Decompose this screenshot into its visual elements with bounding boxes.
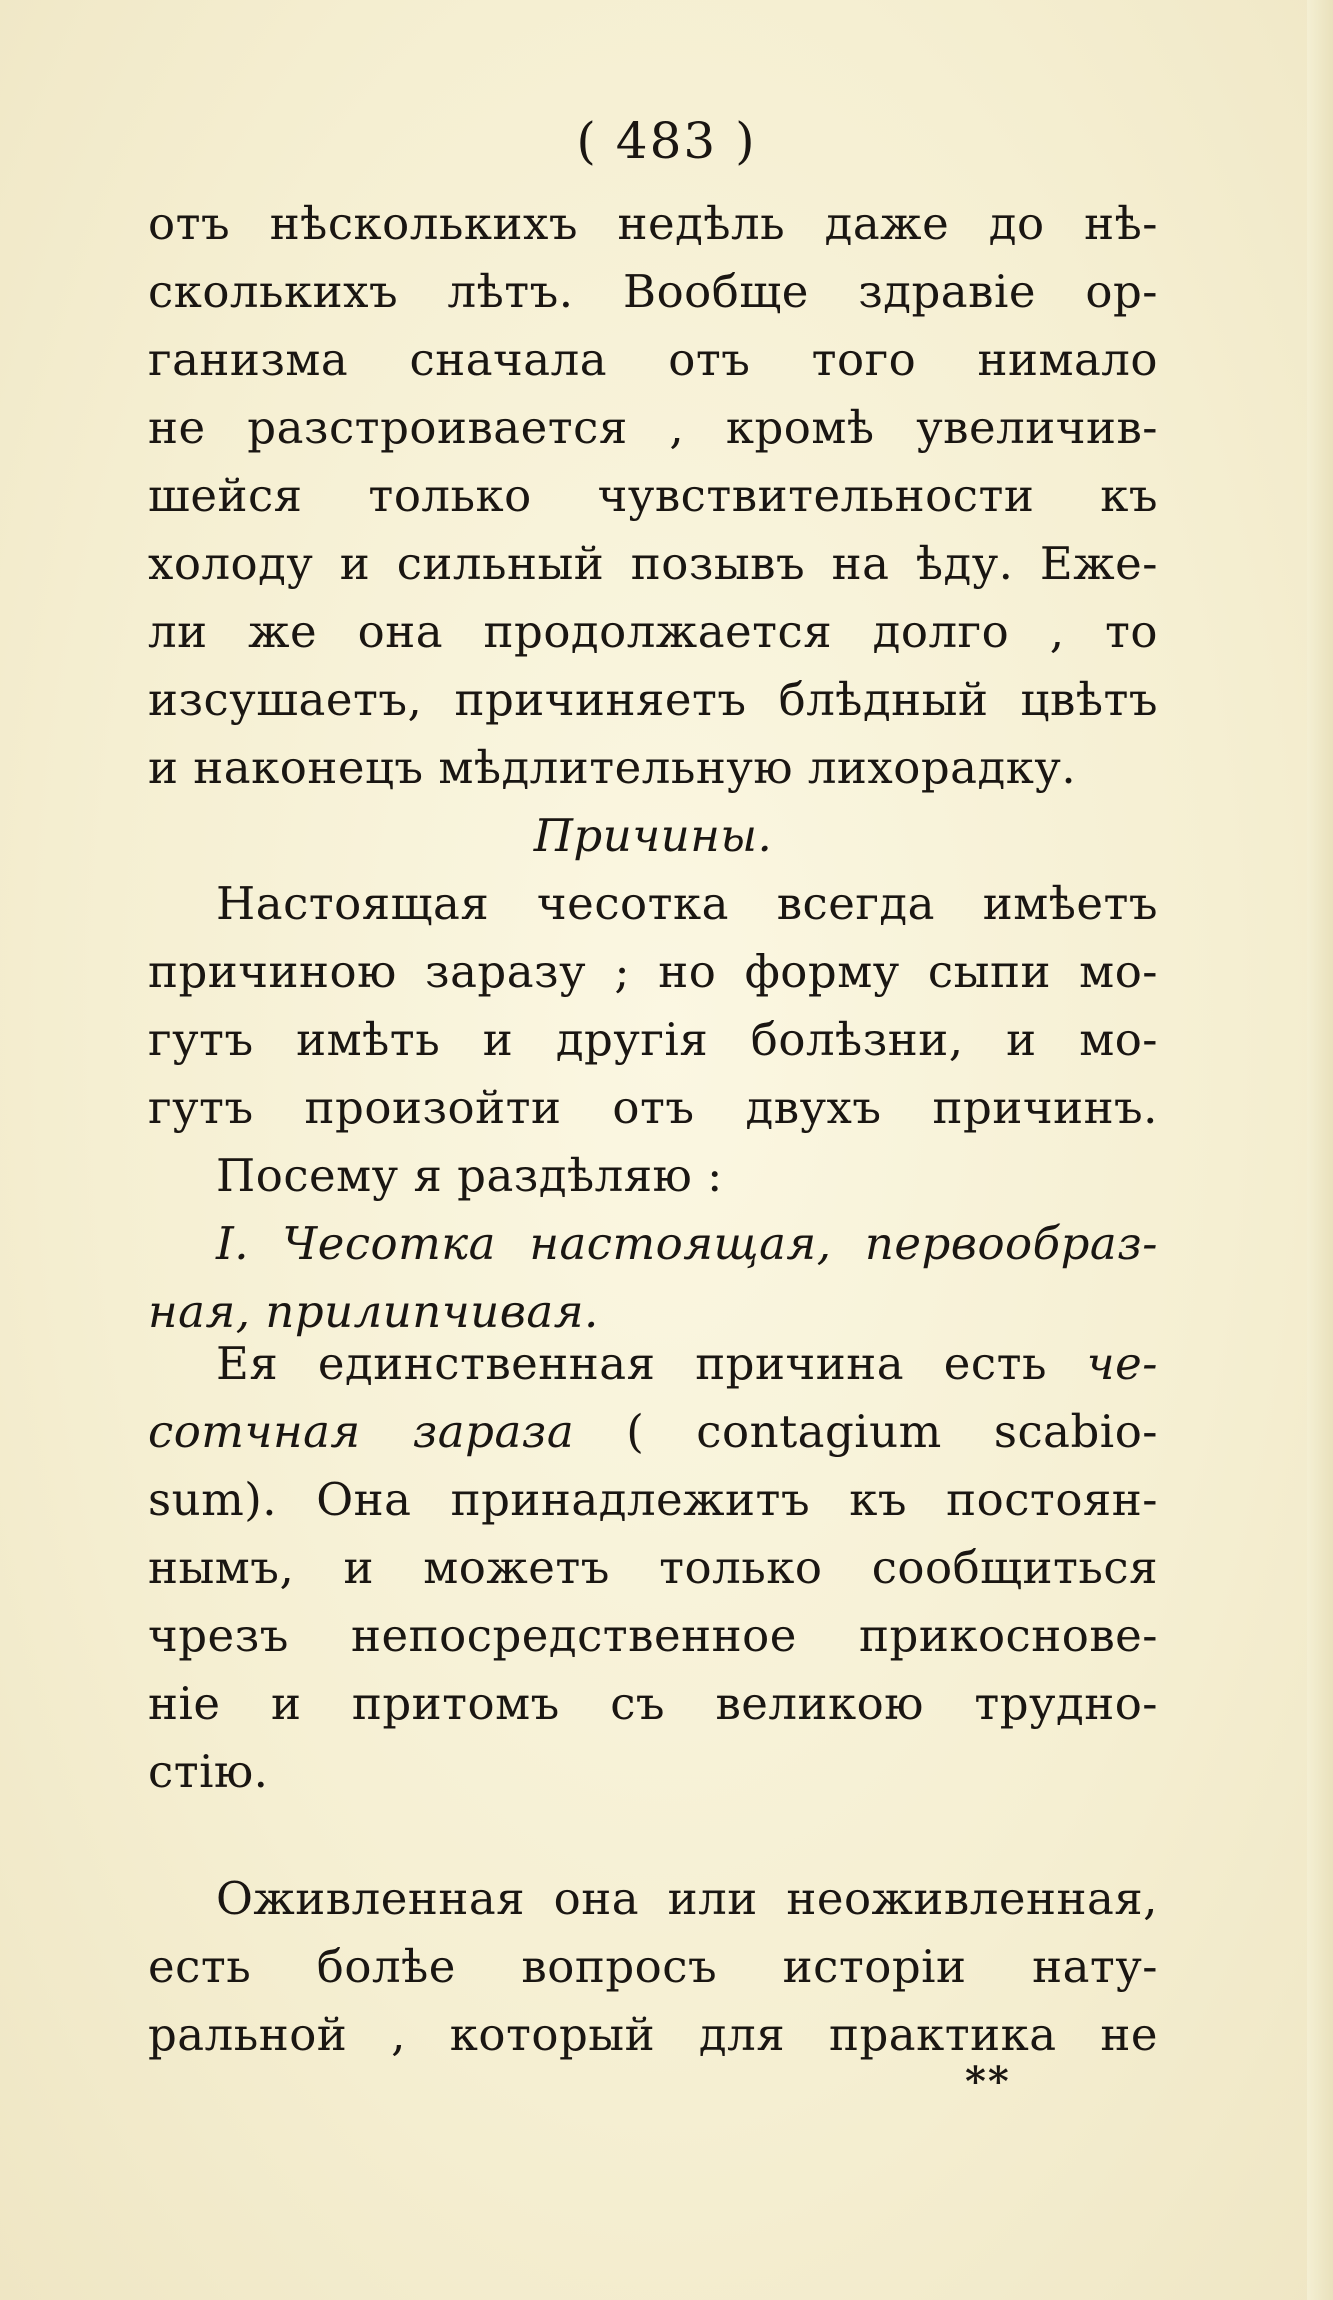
signature-mark: ** [965,2058,1011,2105]
text-line: ли же она продолжается долго , то [148,605,1158,658]
text-line: есть болѣе вопросъ исторіи нату- [148,1940,1158,1993]
paragraph-nature [148,1865,1158,2069]
italic-term: че- [1086,1337,1158,1390]
text-line: стію. [148,1745,269,1798]
text-line: Посему я раздѣляю : [216,1149,723,1202]
text-line: ніе и притомъ съ великою трудно- [148,1677,1158,1730]
text-line: причиною заразу ; но форму сыпи мо- [148,945,1158,998]
page-edge [1307,0,1333,2300]
text-line: не разстроивается , кромѣ увеличив- [148,401,1158,454]
text-line: гутъ произойти отъ двухъ причинъ. [148,1081,1158,1134]
section-heading: Причины. [533,809,773,862]
text-line: Настоящая чесотка всегда имѣетъ [216,877,1158,930]
text-line: нымъ, и можетъ только сообщиться [148,1541,1158,1594]
text-line: чрезъ непосредственное прикоснове- [148,1609,1158,1662]
text-line: гутъ имѣть и другія болѣзни, и мо- [148,1013,1158,1066]
subsection-heading-line: ная, прилипчивая. [148,1285,599,1338]
paragraph-contagion [148,1330,1158,1806]
paragraph-causes [148,870,1158,1346]
text-run: ( contagium scabio- [574,1405,1158,1458]
text-line [148,1398,1158,1466]
italic-term: сотчная зараза [148,1405,575,1458]
text-line: холоду и сильный позывъ на ѣду. Еже- [148,537,1158,590]
text-line: сколькихъ лѣтъ. Вообще здравіе ор- [148,265,1158,318]
text-line: sum). Она принадлежитъ къ постоян- [148,1473,1158,1526]
text-line: шейся только чувствительности къ [148,469,1158,522]
text-line: отъ нѣсколькихъ недѣль даже до нѣ- [148,197,1158,250]
text-line: Оживленная она или неоживленная, [216,1872,1158,1925]
subsection-heading-line: I. Чесотка настоящая, первообраз- [216,1217,1158,1270]
text-line: ганизма сначала отъ того нимало [148,333,1158,386]
paragraph-continuation [148,190,1158,870]
text-line: ральной , который для практика не [148,2008,1158,2061]
text-line [148,1330,1158,1398]
text-line: и наконецъ мѣдлительную лихорадку. [148,741,1077,794]
text-run: Ея единственная причина есть [216,1337,1087,1390]
page-number: ( 483 ) [576,112,757,170]
text-line: изсушаетъ, причиняетъ блѣдный цвѣтъ [148,673,1158,726]
